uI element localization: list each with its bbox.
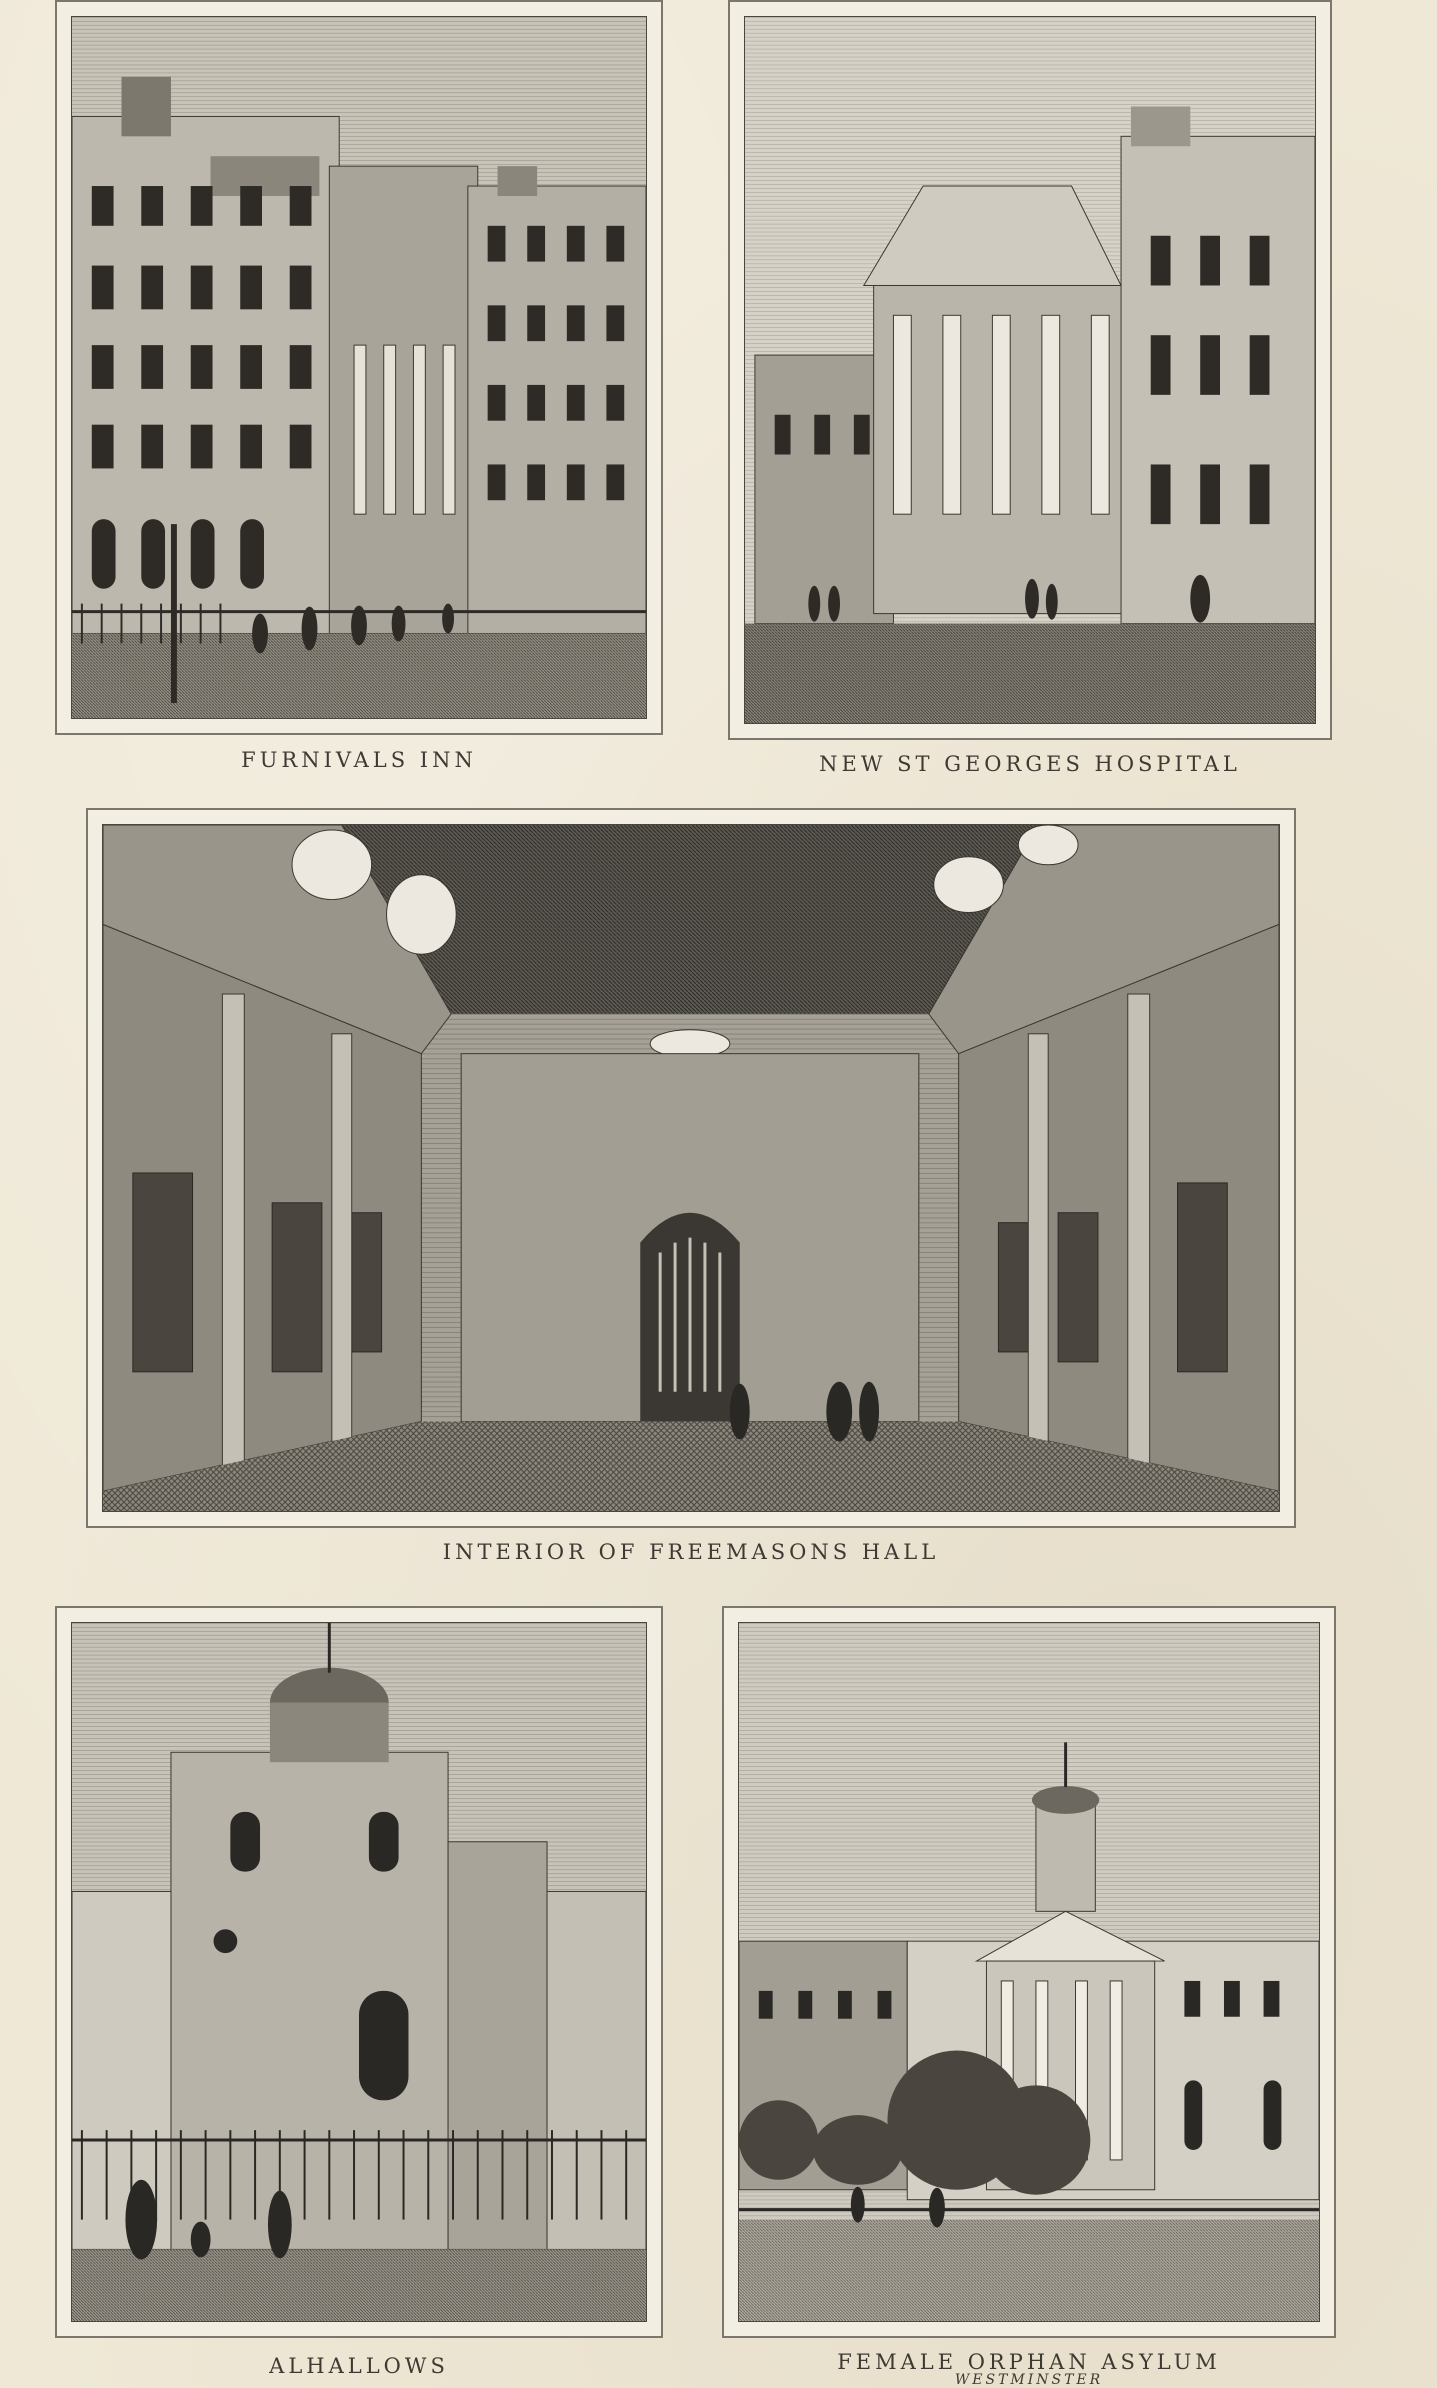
plate-female-orphan-asylum: [722, 1606, 1336, 2338]
engraving-alhallows: [71, 1622, 647, 2322]
engraving-furnivals-inn: [71, 16, 647, 719]
caption-st-georges-hospital: NEW ST GEORGES HOSPITAL: [819, 752, 1241, 776]
plate-alhallows: [55, 1606, 663, 2338]
engraving-st-georges-hospital: [744, 16, 1316, 724]
caption-furnivals-inn: FURNIVALS INN: [241, 748, 477, 772]
engraving-freemasons-hall: [102, 824, 1280, 1512]
caption-freemasons-hall: INTERIOR OF FREEMASONS HALL: [442, 1540, 940, 1564]
caption-female-orphan-asylum: FEMALE ORPHAN ASYLUM: [837, 2350, 1221, 2374]
plate-furnivals-inn: [55, 0, 663, 735]
subcaption-female-orphan-asylum: WESTMINSTER: [954, 2372, 1104, 2388]
caption-alhallows: ALHALLOWS: [269, 2354, 449, 2378]
plate-freemasons-hall: [86, 808, 1296, 1528]
plate-st-georges-hospital: [728, 0, 1332, 740]
engraving-female-orphan-asylum: [738, 1622, 1320, 2322]
